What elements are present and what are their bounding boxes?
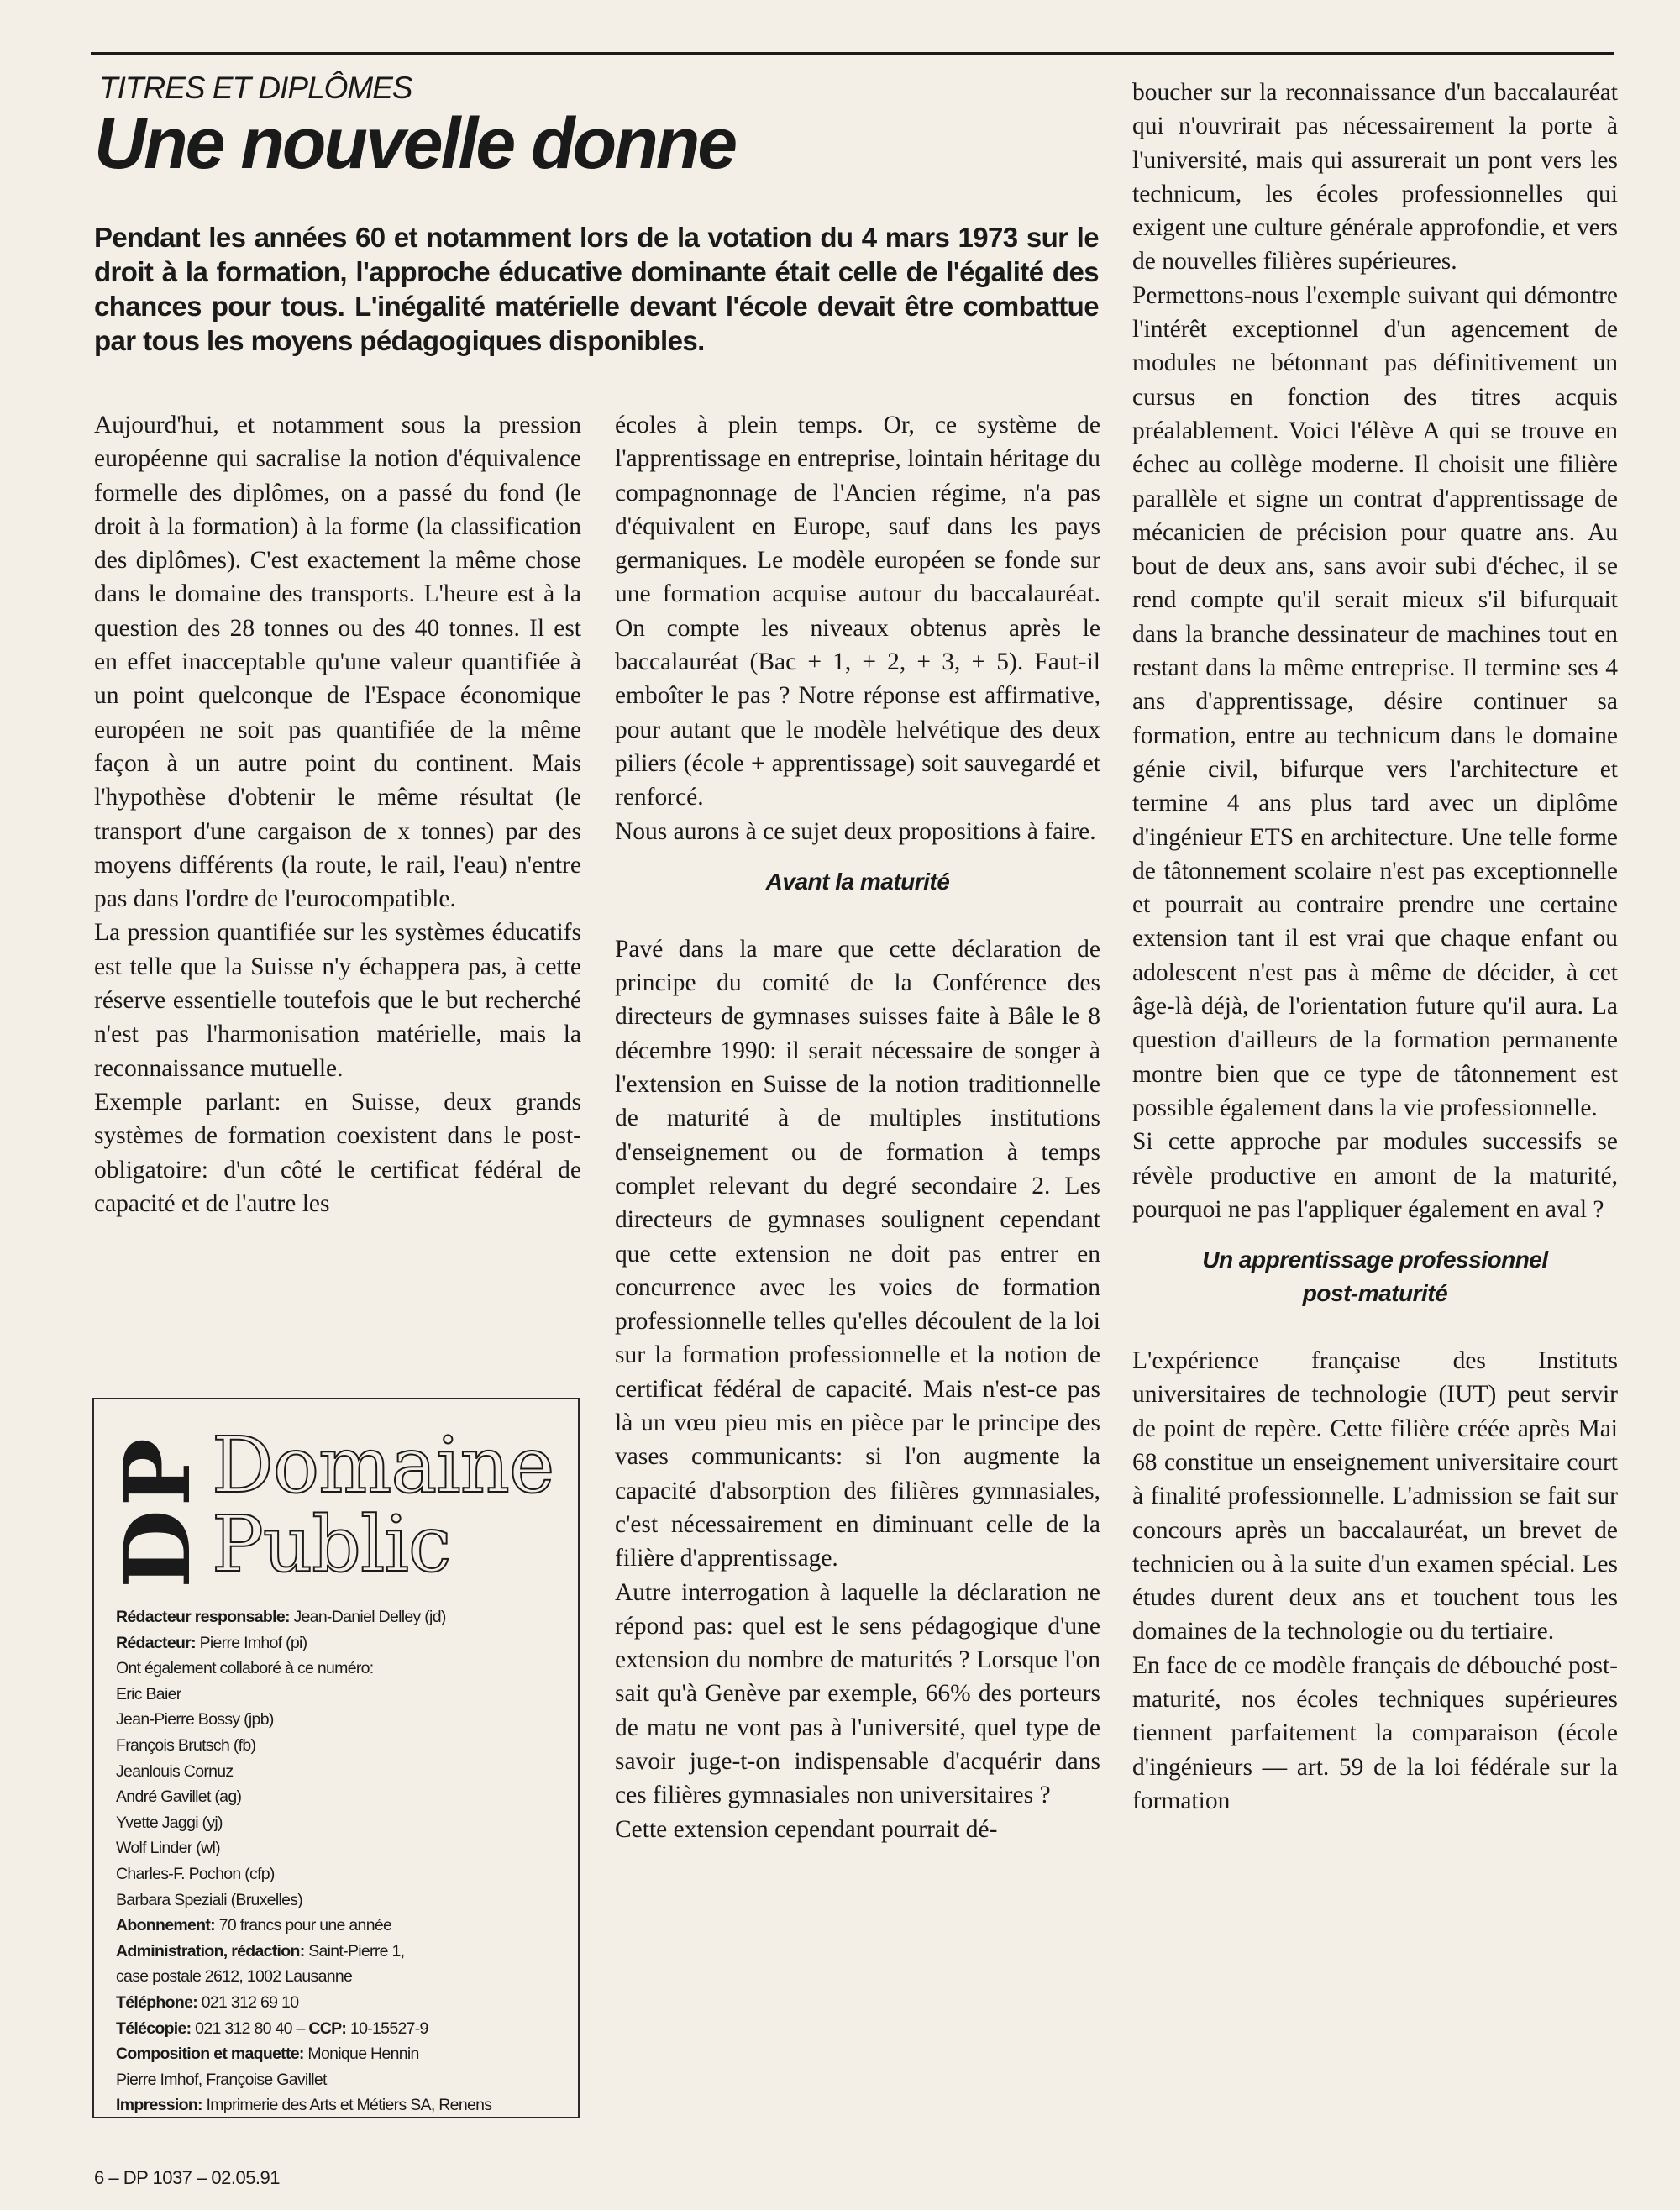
page-folio: 6 – DP 1037 – 02.05.91 xyxy=(94,2167,281,2188)
credit-line: Ont également collaboré à ce numéro: xyxy=(116,1659,374,1678)
credit-label: Télécopie: xyxy=(116,2018,192,2038)
masthead-title xyxy=(212,1420,554,1589)
credit-line xyxy=(116,1604,570,1630)
masthead-title-line: Domaine xyxy=(212,1420,554,1510)
paragraph: Aujourd'hui, et notamment sous la pression européenne qui sacralise la notion d'équivalence formelle des diplômes, on a passé du fond (le droit à la formation) à la forme (la classification des diplômes). C'est exactement la même chose dans le domaine des transports. L'heure est à la question des 28 tonnes ou des 40 tonnes. Il est en effet inacceptable qu'une valeur quantifiée à un point quelconque de l'Espace économique européen ne soit pas quantifiée de la même façon à un autre point du continent. Mais l'hypothèse d'obtenir le même résultat (le transport d'une cargaison de x tonnes) par des moyens différents (la route, le rail, l'eau) n'entre pas dans l'ordre de l'eurocompatible. xyxy=(94,412,581,913)
article-lede: Pendant les années 60 et notamment lors de la votation du 4 mars 1973 sur le droit à la formation, l'approche éducative dominante était celle de l'égalité des chances pour tous. L'inégalité matérielle devant l'école devait être combattue par tous les moyens pédagogiques disponibles. xyxy=(94,222,1099,356)
paragraph: La pression quantifiée sur les systèmes éducatifs est telle que la Suisse n'y échappera pas, à cette réserve essentielle toutefois que le but recherché n'est pas l'harmonisation matérielle, mais la reconnaissance mutuelle. xyxy=(94,919,581,1082)
top-rule xyxy=(91,52,1614,55)
paragraph: Nous aurons à ce sujet deux propositions à faire. xyxy=(615,817,1096,845)
credit-label: Abonnement: xyxy=(116,1916,215,1935)
credit-line xyxy=(116,1990,570,2016)
masthead-title-line: Public xyxy=(212,1499,451,1589)
paragraph: Pavé dans la mare que cette déclaration de principe du comité de la Conférence des directeurs de gymnases suisses faite à Bâle le 8 décembre 1990: il serait nécessaire de songer à l'extension en Suisse de la notion traditionnelle de maturité à de multiples institutions d'enseignement ou de formation à temps complet relevant du degré secondaire 2. Les directeurs de gymnases soulignent cependant que cette extension ne doit pas entrer en concurrence avec les voies de formation professionnelle telles qu'elles découlent de la loi sur la formation professionnelle et la notion de certificat fédéral de capacité. Mais n'est-ce pas là un vœu pieu mis en pièce par le principe des vases communicants: si l'on augmente la capacité d'absorption des filières gymnasiales, c'est nécessairement en diminuant celle de la filière d'apprentissage. xyxy=(615,935,1100,1572)
credit-line xyxy=(116,2016,570,2042)
credit-label: Administration, rédaction: xyxy=(116,1941,305,1961)
collaborator: Wolf Linder (wl) xyxy=(116,1839,220,1858)
credit-label: Impression: xyxy=(116,2096,202,2115)
dp-logo: DP xyxy=(105,1435,211,1588)
subheading-line: Un apprentissage professionnel xyxy=(1202,1247,1548,1273)
paragraph: Cette extension cependant pourrait dé- xyxy=(615,1815,998,1843)
credit-label: Téléphone: xyxy=(116,1992,198,2012)
collaborator: Jean-Pierre Bossy (jpb) xyxy=(116,1710,274,1730)
masthead-box xyxy=(92,1398,580,2118)
credit-value: 021 312 69 10 xyxy=(197,1992,299,2012)
credit-value: Imprimerie des Arts et Métiers SA, Renens xyxy=(202,2096,492,2115)
paragraph: Autre interrogation à laquelle la déclaration ne répond pas: quel est le sens pédagogique d'une extension du nombre de maturités ? Lorsque l'on sait qu'à Genève par exemple, 66% des porteurs de matu ne vont pas à l'université, quel type de savoir juge-t-on indispensable d'acquérir dans ces filières gymnasiales non universitaires ? xyxy=(615,1578,1100,1809)
collaborator: Charles-F. Pochon (cfp) xyxy=(116,1864,275,1883)
credit-line: case postale 2612, 1002 Lausanne xyxy=(116,1967,353,1987)
paragraph: Si cette approche par modules successifs se révèle productive en amont de la maturité, pourquoi ne pas l'appliquer également en aval ? xyxy=(1132,1128,1618,1223)
paragraph: En face de ce modèle français de débouché post-maturité, nos écoles techniques supérieures tiennent parfaitement la comparaison (école d'ingénieurs — art. 59 de la loi fédérale sur la formation xyxy=(1132,1651,1618,1814)
column-3 xyxy=(1132,76,1618,1818)
subheading xyxy=(1132,1243,1618,1310)
credit-line xyxy=(116,1939,570,1965)
credit-value: Jean-Daniel Delley (jd) xyxy=(289,1608,446,1626)
credit-label: Composition et maquette: xyxy=(116,2045,304,2064)
article-title: Une nouvelle donne xyxy=(94,103,736,184)
credit-value: Saint-Pierre 1, xyxy=(304,1941,405,1961)
credit-label: CCP: xyxy=(304,2018,347,2038)
paragraph: Exemple parlant: en Suisse, deux grands systèmes de formation coexistent dans le post-obligatoire: d'un côté le certificat fédéral de capacité et de l'autre les xyxy=(94,1088,581,1217)
collaborator: André Gavillet (ag) xyxy=(116,1787,242,1807)
paragraph: écoles à plein temps. Or, ce système de l'apprentissage en entreprise, lointain héritage du compagnonnage de l'Ancien régime, n'a pas d'équivalent en Europe, sauf dans les pays germaniques. Le modèle européen se fonde sur une formation acquise autour du baccalauréat. On compte les niveaux obtenus après le baccalauréat (Bac + 1, + 2, + 3, + 5). Faut-il emboîter le pas ? Notre réponse est affirmative, pour autant que le modèle helvétique des deux piliers (école + apprentissage) soit sauvegardé et renforcé. xyxy=(615,412,1100,811)
credit-value: 10-15527-9 xyxy=(346,2018,428,2038)
credit-line xyxy=(116,1913,570,1939)
credit-line: Pierre Imhof, Françoise Gavillet xyxy=(116,2070,327,2089)
credits xyxy=(116,1604,570,2118)
subheading: Avant la maturité xyxy=(765,868,950,895)
collaborator: Yvette Jaggi (yj) xyxy=(116,1813,223,1832)
credit-value: Monique Hennin xyxy=(303,2045,419,2064)
column-1 xyxy=(94,408,581,1220)
credit-value: Pierre Imhof (pi) xyxy=(195,1633,307,1652)
article-kicker: TITRES ET DIPLÔMES xyxy=(99,71,412,105)
collaborator: Barbara Speziali (Bruxelles) xyxy=(116,1890,303,1909)
subheading-line: post-maturité xyxy=(1302,1280,1448,1307)
credit-label: Rédacteur: xyxy=(116,1633,196,1652)
credit-label: Rédacteur responsable: xyxy=(116,1608,290,1626)
collaborator: Eric Baier xyxy=(116,1684,181,1703)
column-2 xyxy=(615,408,1100,1846)
collaborator: Jeanlouis Cornuz xyxy=(116,1761,234,1781)
credit-line xyxy=(116,2092,570,2118)
credit-line xyxy=(116,1630,570,1656)
paragraph: L'expérience française des Instituts universitaires de technologie (IUT) peut servir de point de repère. Cette filière créée après Mai 68 constitue un enseignement universitaire court à finalité professionnelle. L'admission se fait sur concours après un baccalauréat, un brevet de technicien ou à la suite d'un examen spécial. Les études durent deux ans et touchent tous les domaines de la technologie ou du tertiaire. xyxy=(1132,1347,1618,1646)
credit-line xyxy=(116,2041,570,2067)
credit-value: 70 francs pour une année xyxy=(214,1916,392,1935)
paragraph: boucher sur la reconnaissance d'un baccalauréat qui n'ouvrirait pas nécessairement la porte à l'université, mais qui assurerait un pont vers les technicum, les écoles professionnelles qui exigent une culture générale approfondie, et vers de nouvelles filières supérieures. xyxy=(1132,79,1618,276)
credit-value: 021 312 80 40 – xyxy=(191,2018,305,2038)
collaborator: François Brutsch (fb) xyxy=(116,1735,256,1755)
paragraph: Permettons-nous l'exemple suivant qui démontre l'intérêt exceptionnel d'un agencement de modules ne bétonnant pas définitivement un cursus en fonction des titres acquis préalablement. Voici l'élève A qui se trouve en échec au collège moderne. Il choisit une filière parallèle et signe un contrat d'apprentissage de mécanicien de précision pour quatre ans. Au bout de deux ans, sans avoir subi d'échec, il se rend compte qu'il serait mieux s'il bifurquait dans la branche dessinateur de machines tout en restant dans la même entreprise. Il termine ses 4 ans d'apprentissage, désire continuer sa formation, entre au technicum dans le domaine génie civil, bifurque vers l'architecture et termine 4 ans plus tard avec un diplôme d'ingénieur ETS en architecture. Une telle forme de tâtonnement scolaire n'est pas exceptionnelle et pourrait au contraire prendre une certaine extension tant il est vrai que chaque enfant ou adolescent n'est pas à même de décider, à cet âge-là déjà, de l'orientation future qu'il aura. La question d'ailleurs de la formation permanente montre bien que ce type de tâtonnement est possible également dans la vie professionnelle. xyxy=(1132,281,1618,1121)
